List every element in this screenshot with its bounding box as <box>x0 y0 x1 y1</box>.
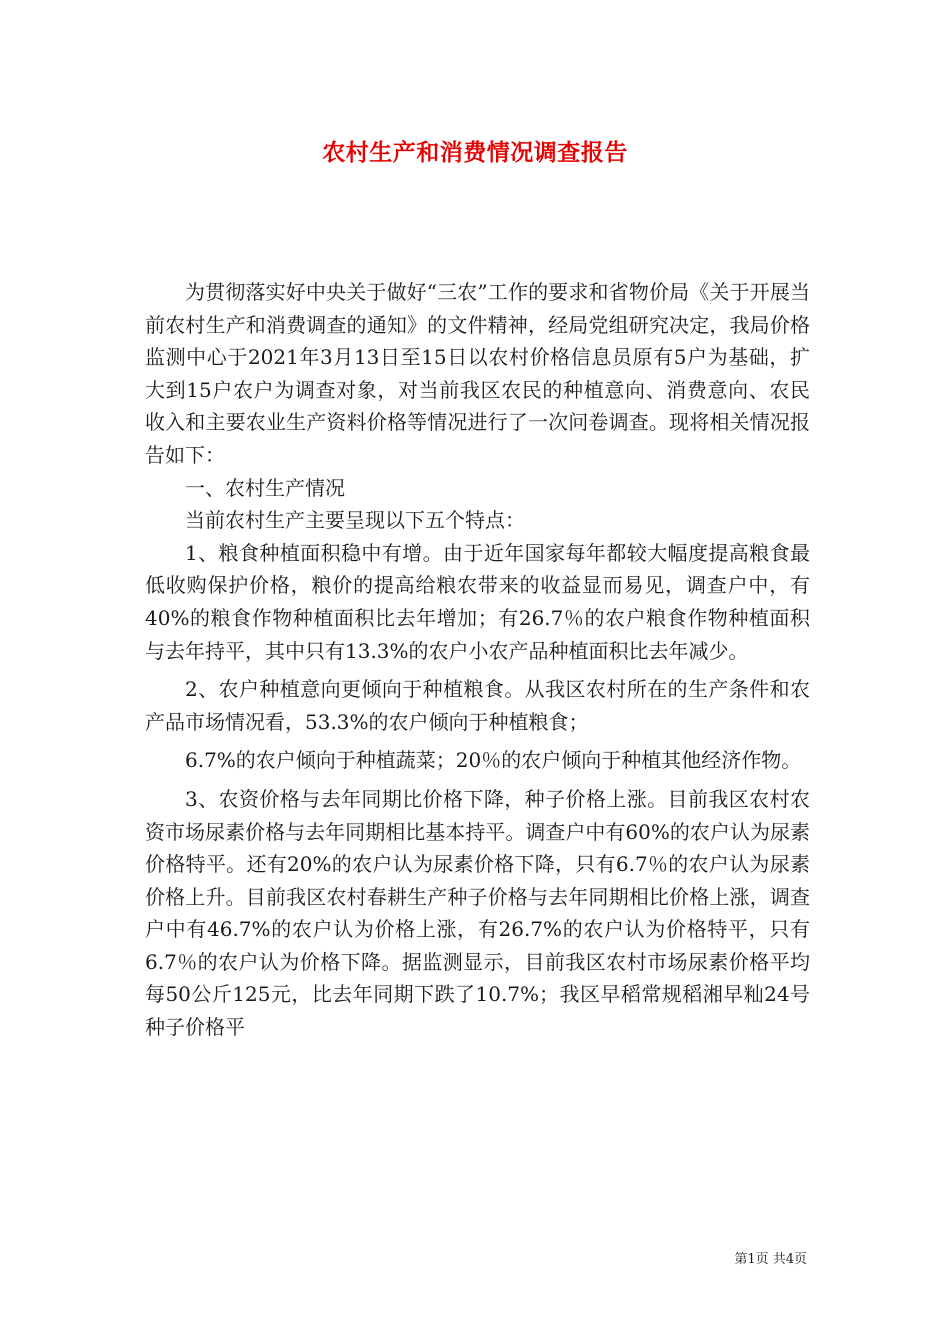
paragraph-intro: 为贯彻落实好中央关于做好“三农”工作的要求和省物价局《关于开展当前农村生产和消费调查的通知》的文件精神，经局党组研究决定，我局价格监测中心于2021年3月13日至15日以农村价格信息员原有5户为基础，扩大到15户农户为调查对象，对当前我区农民的种植意向、消费意向、农民收入和主要农业生产资料价格等情况进行了一次问卷调查。现将相关情况报告如下： <box>145 280 810 467</box>
document-body <box>145 276 810 1044</box>
paragraph-point-2: 2、农户种植意向更倾向于种植粮食。从我区农村所在的生产条件和农产品市场情况看，53.3%的农户倾向于种植粮食； <box>145 677 810 734</box>
page-number: 第1页 共4页 <box>734 1252 807 1267</box>
paragraph-point-1: 1、粮食种植面积稳中有增。由于近年国家每年都较大幅度提高粮食最低收购保护价格，粮价的提高给粮农带来的收益显而易见，调查户中，有40%的粮食作物种植面积比去年增加；有26.7％的农户粮食作物种植面积与去年持平，其中只有13.3%的农户小农产品种植面积比去年减少。 <box>145 540 810 663</box>
document-title: 农村生产和消费情况调查报告 <box>322 139 628 166</box>
section-heading: 一、农村生产情况 <box>185 475 345 500</box>
paragraph-point-3: 3、农资价格与去年同期比价格下降，种子价格上涨。目前我区农村农资市场尿素价格与去年同期相比基本持平。调查户中有60%的农户认为尿素价格特平。还有20%的农户认为尿素价格下降，只有6.7％的农户认为尿素价格上升。目前我区农村春耕生产种子价格与去年同期相比价格上涨，调查户中有46.7%的农户认为价格上涨，有26.7%的农户认为价格特平，只有6.7％的农户认为价格下降。据监测显示，目前我区农村市场尿素价格平均每50公斤125元，比去年同期下跌了10.7%；我区早稻常规稻湘早籼24号种子价格平 <box>145 786 810 1040</box>
paragraph-summary: 当前农村生产主要呈现以下五个特点： <box>185 508 525 533</box>
paragraph-point-2-cont: 6.7%的农户倾向于种植蔬菜；20％的农户倾向于种植其他经济作物。 <box>185 748 802 773</box>
